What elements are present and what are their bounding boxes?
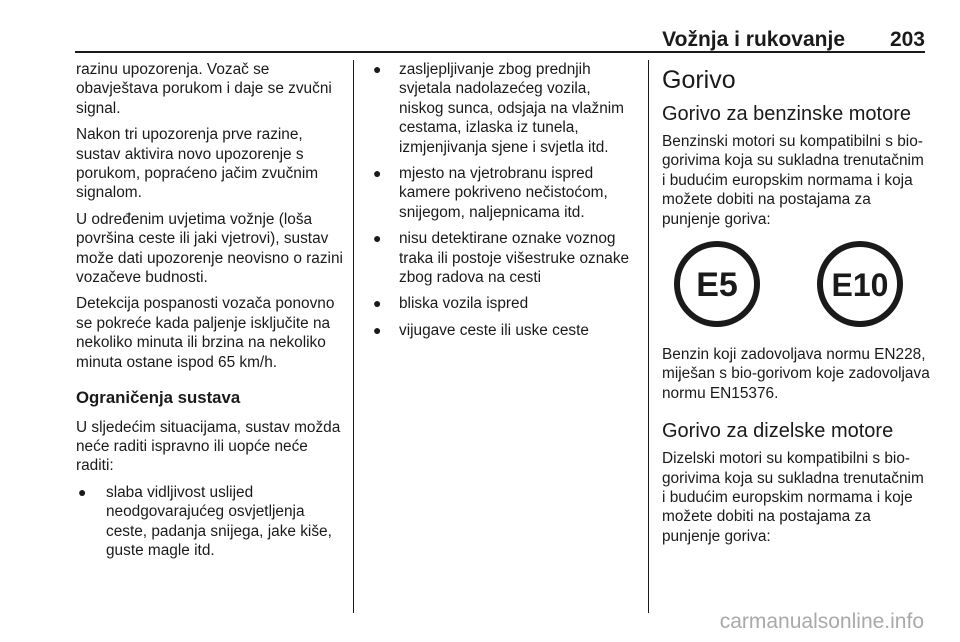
list-item xyxy=(369,294,637,313)
list-item-text: nisu detektirane oznake voznog traka ili postoje višestruke oznake zbog radova na cesti xyxy=(399,230,630,287)
paragraph: U određenim uvjetima vožnje (loša površina ceste ili jaki vjetrovi), sustav može dati upozorenje neovisno o razini vozačeve budnosti. xyxy=(76,210,343,287)
bullet-icon: ● xyxy=(373,61,382,77)
list-item xyxy=(369,229,637,287)
paragraph: razinu upozorenja. Vozač se obavještava porukom i daje se zvučni signal. xyxy=(76,61,332,117)
paragraph: Benzin koji zadovoljava normu EN228, miješan s bio-gorivom koje zadovoljava normu EN15376. xyxy=(662,346,930,402)
bullet-icon: ● xyxy=(373,295,382,312)
e10-symbol-label: E10 xyxy=(831,267,889,304)
list-item-text: slaba vidljivost uslijed neodgovarajućeg osvjetljenja ceste, padanja snijega, jake kiše, guste magle itd. xyxy=(106,483,332,559)
column-divider-1 xyxy=(353,60,354,613)
page-header xyxy=(75,28,925,50)
list-item xyxy=(369,321,637,340)
bullet-list xyxy=(369,60,637,340)
paragraph: Dizelski motori su kompatibilni s bio-gorivima koja su sukladna trenutačnim i budućim europskim normama i koje možete dobiti na postajama za punjenje goriva: xyxy=(662,450,924,545)
paragraph: U sljedećim situacijama, sustav možda neće raditi ispravno ili uopće neće raditi: xyxy=(76,418,341,475)
paragraph: Nakon tri upozorenja prve razine, sustav aktivira novo upozorenje s porukom, popraćeno jačim zvučnim signalom. xyxy=(76,126,319,202)
paragraph: Detekcija pospanosti vozača ponovno se pokreće kada paljenje isključite na nekoliko minuta ili brzina na nekoliko minuta ostane ispod 65 km/h. xyxy=(76,295,335,371)
header-rule xyxy=(75,51,925,53)
bullet-icon: ● xyxy=(373,165,382,182)
column-3 xyxy=(662,60,930,553)
list-item xyxy=(369,60,637,157)
paragraph: Benzinski motori su kompatibilni s bio-gorivima koja su sukladna trenutačnim i budućim europskim normama i koja možete dobiti na postajama za punjenje goriva: xyxy=(662,133,924,228)
section-heading-system-limits: Ograničenja sustava xyxy=(76,388,241,408)
watermark: carmanualsonline.info xyxy=(719,610,924,633)
page-title: Vožnja i rukovanje xyxy=(662,28,845,51)
column-divider-2 xyxy=(648,60,649,613)
page-number: 203 xyxy=(889,28,925,51)
section-heading-petrol-fuel: Gorivo za benzinske motore xyxy=(662,103,912,125)
list-item xyxy=(78,483,344,561)
list-item-text: bliska vozila ispred xyxy=(399,295,529,313)
column-2 xyxy=(369,60,637,347)
bullet-icon: ● xyxy=(78,483,87,500)
bullet-icon: ● xyxy=(373,230,382,247)
list-item-text: vijugave ceste ili uske ceste xyxy=(399,321,589,339)
fuel-compatibility-symbols xyxy=(662,237,924,331)
section-heading-fuel: Gorivo xyxy=(662,66,736,94)
section-heading-diesel-fuel: Gorivo za dizelske motore xyxy=(662,420,894,443)
bullet-icon: ● xyxy=(373,321,382,338)
bullet-list xyxy=(78,483,344,561)
list-item-text: zasljepljivanje zbog prednjih svjetala nadolazećeg vozila, niskog sunca, odsjaja na vlažnim cestama, izlaska iz tunela, izmjenjivanja sjene i svjetla itd. xyxy=(399,61,624,156)
e5-symbol-label: E5 xyxy=(696,266,738,305)
list-item-text: mjesto na vjetrobranu ispred kamere pokriveno nečistoćom, snijegom, naljepnicama itd. xyxy=(399,165,608,221)
column-1 xyxy=(76,60,344,567)
list-item xyxy=(369,164,637,222)
